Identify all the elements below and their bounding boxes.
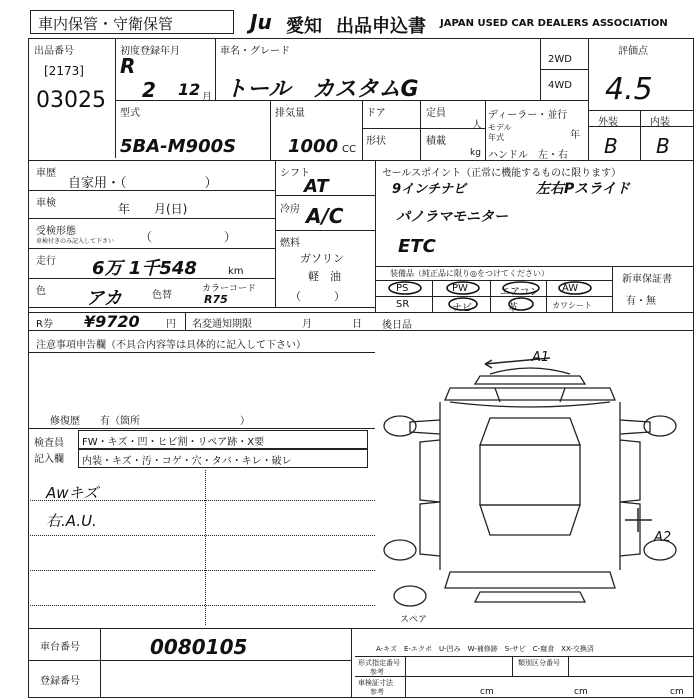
door-label: ドア xyxy=(366,108,386,119)
sales-points-label: セールスポイント（正常に機能するものに限ります） xyxy=(382,168,622,179)
recv-note: 車検付きのみ記入して下さい xyxy=(36,238,115,245)
chassis-value: 0080105 xyxy=(150,635,248,659)
fw-line: FW・キズ・凹・ヒビ割・リペア跡・X要 xyxy=(82,437,265,448)
inspection-value: 年 月(日) xyxy=(118,202,188,216)
entry-label: 記入欄 xyxy=(34,454,64,465)
equip-r1-1: PW xyxy=(452,283,468,294)
fuel-label: 燃料 xyxy=(280,238,300,249)
cert-ref-label: 参考 xyxy=(370,688,384,696)
history-value: 自家用・（ ） xyxy=(68,176,218,191)
annot-right: A2 xyxy=(654,530,672,545)
spec-number-label: 形式指定番号 xyxy=(358,659,400,667)
interior-line: 内装・キズ・汚・コゲ・穴・タバ・キレ・破レ xyxy=(82,456,292,467)
repair-label: 修復歴 有（箇所 ） xyxy=(50,416,250,427)
recv-value: （ ） xyxy=(140,230,237,244)
score-label: 評価点 xyxy=(618,46,648,57)
inspector-label: 検査員 xyxy=(34,438,64,449)
cert-label: 車検証寸法 xyxy=(358,679,393,687)
class-number-label: 類別区分番号 xyxy=(518,659,560,667)
association-name: JAPAN USED CAR DEALERS ASSOCIATION xyxy=(440,18,668,29)
equip-r1-0: PS xyxy=(396,283,409,294)
exterior-value: B xyxy=(604,134,618,158)
logo-ju: Ju xyxy=(250,10,272,34)
load-unit: kg xyxy=(470,148,481,158)
color-code-value: R75 xyxy=(204,293,228,306)
equip-r2-2: 革 xyxy=(508,303,518,314)
warranty-label: 新車保証書 xyxy=(622,274,672,285)
color-label: 色 xyxy=(36,286,46,297)
dealer-label: ディーラー・並行 xyxy=(488,110,568,121)
warranty-value: 有・無 xyxy=(626,296,656,307)
fuel-value-2: 軽 油 xyxy=(308,270,341,283)
shift-value: AT xyxy=(304,176,329,197)
reg-label: 登録番号 xyxy=(40,676,80,687)
recv-label: 受検形態 xyxy=(36,226,76,237)
recycle-value: ¥9720 xyxy=(84,312,140,331)
era-value: R xyxy=(120,54,136,78)
equip-r1-2: エアコン xyxy=(500,287,540,298)
model-value: トール カスタムG xyxy=(225,77,419,102)
lot-label: 出品番号 xyxy=(34,46,74,57)
cm-unit-2: cm xyxy=(574,687,588,697)
color-change-label: 色替 xyxy=(152,290,172,301)
car-damage-diagram xyxy=(380,340,690,630)
memo-line-2: 右.A.U. xyxy=(46,512,97,530)
first-reg-label: 初度登録年月 xyxy=(120,46,180,57)
history-label: 車歴 xyxy=(36,168,56,179)
sales-point-1a: 9インチナビ xyxy=(392,182,467,197)
inspection-label: 車検 xyxy=(36,198,56,209)
model-year-unit: 年 xyxy=(570,130,580,141)
day-label: 日 xyxy=(352,319,362,330)
mileage-label: 走行 xyxy=(36,256,56,267)
drive-2wd: 2WD xyxy=(548,54,572,65)
cooling-label: 冷房 xyxy=(280,204,300,215)
cooling-value: A/C xyxy=(306,204,344,228)
disp-value: 1000 xyxy=(288,136,339,157)
fuel-value-3: （ ） xyxy=(290,290,345,303)
storage-label: 車内保管・守衛保管 xyxy=(38,15,174,33)
spec-ref-label: 参考 xyxy=(370,668,384,676)
model-label: 車名・グレード xyxy=(220,46,290,57)
notes-label: 注意事項申告欄（不具合内容等は具体的に記入して下さい） xyxy=(36,340,306,351)
equipment-label: 装備品（純正品に限り◎をつけてください） xyxy=(390,269,549,278)
type-value: 5BA-M900S xyxy=(120,136,237,157)
capacity-unit: 人 xyxy=(472,120,482,131)
fuel-value-1: ガソリン xyxy=(300,252,344,265)
color-code-label: カラーコード xyxy=(202,284,257,294)
damage-legend: A-キズ E-エクボ U-凹み W-補修跡 S-サビ C-腐食 XX-交換済 xyxy=(376,645,594,653)
mileage-value: 6万 1千548 xyxy=(92,258,197,279)
lot-box: [2173] xyxy=(44,64,84,78)
shape-label: 形状 xyxy=(366,136,386,147)
equip-r2-1: ナビ xyxy=(452,303,472,314)
drive-4wd: 4WD xyxy=(548,80,572,91)
equip-r1-3: AW xyxy=(562,283,579,294)
interior-value: B xyxy=(656,134,670,158)
model-year-label: モデル xyxy=(488,123,512,132)
logo-aichi: 愛知 xyxy=(286,16,322,37)
annot-top: A1 xyxy=(532,350,550,365)
mileage-unit: km xyxy=(228,266,244,277)
year-value: 2 xyxy=(142,78,156,102)
month-value: 12 xyxy=(178,80,201,99)
exterior-label: 外装 xyxy=(598,117,618,128)
recycle-label: R券 xyxy=(36,319,53,330)
sales-point-1b: 左右Pスライド xyxy=(536,181,630,197)
score-value: 4.5 xyxy=(605,72,653,107)
color-value: アカ xyxy=(86,288,122,309)
disp-label: 排気量 xyxy=(275,108,305,119)
chassis-label: 車台番号 xyxy=(40,642,80,653)
shift-label: シフト xyxy=(280,168,310,179)
month-unit: 月 xyxy=(202,92,212,103)
load-label: 積載 xyxy=(426,136,446,147)
model-year-label2: 年式 xyxy=(488,133,504,142)
lot-number: 03025 xyxy=(36,88,106,113)
equip-r2-3: カワシート xyxy=(552,301,592,310)
equipment-circles xyxy=(375,280,615,312)
sales-point-3: ETC xyxy=(398,236,436,257)
recycle-unit: 円 xyxy=(166,319,176,330)
name-change-label: 名変通知期限 xyxy=(192,319,252,330)
form-title: 出品申込書 xyxy=(336,16,426,37)
capacity-label: 定員 xyxy=(426,108,446,119)
cm-unit-1: cm xyxy=(480,687,494,697)
memo-line-1: Awキズ xyxy=(46,484,99,502)
disp-unit: CC xyxy=(342,144,356,155)
interior-label: 内装 xyxy=(650,117,670,128)
cm-unit-3: cm xyxy=(670,687,684,697)
spare-label: スペア xyxy=(400,615,428,625)
sales-point-2: パノラマモニター xyxy=(396,209,508,225)
equip-r2-0: SR xyxy=(396,299,410,310)
after-items-label: 後日品 xyxy=(382,320,412,331)
type-label: 型式 xyxy=(120,108,140,119)
handle-label: ハンドル 左・右 xyxy=(488,150,568,161)
month-label: 月 xyxy=(302,319,312,330)
